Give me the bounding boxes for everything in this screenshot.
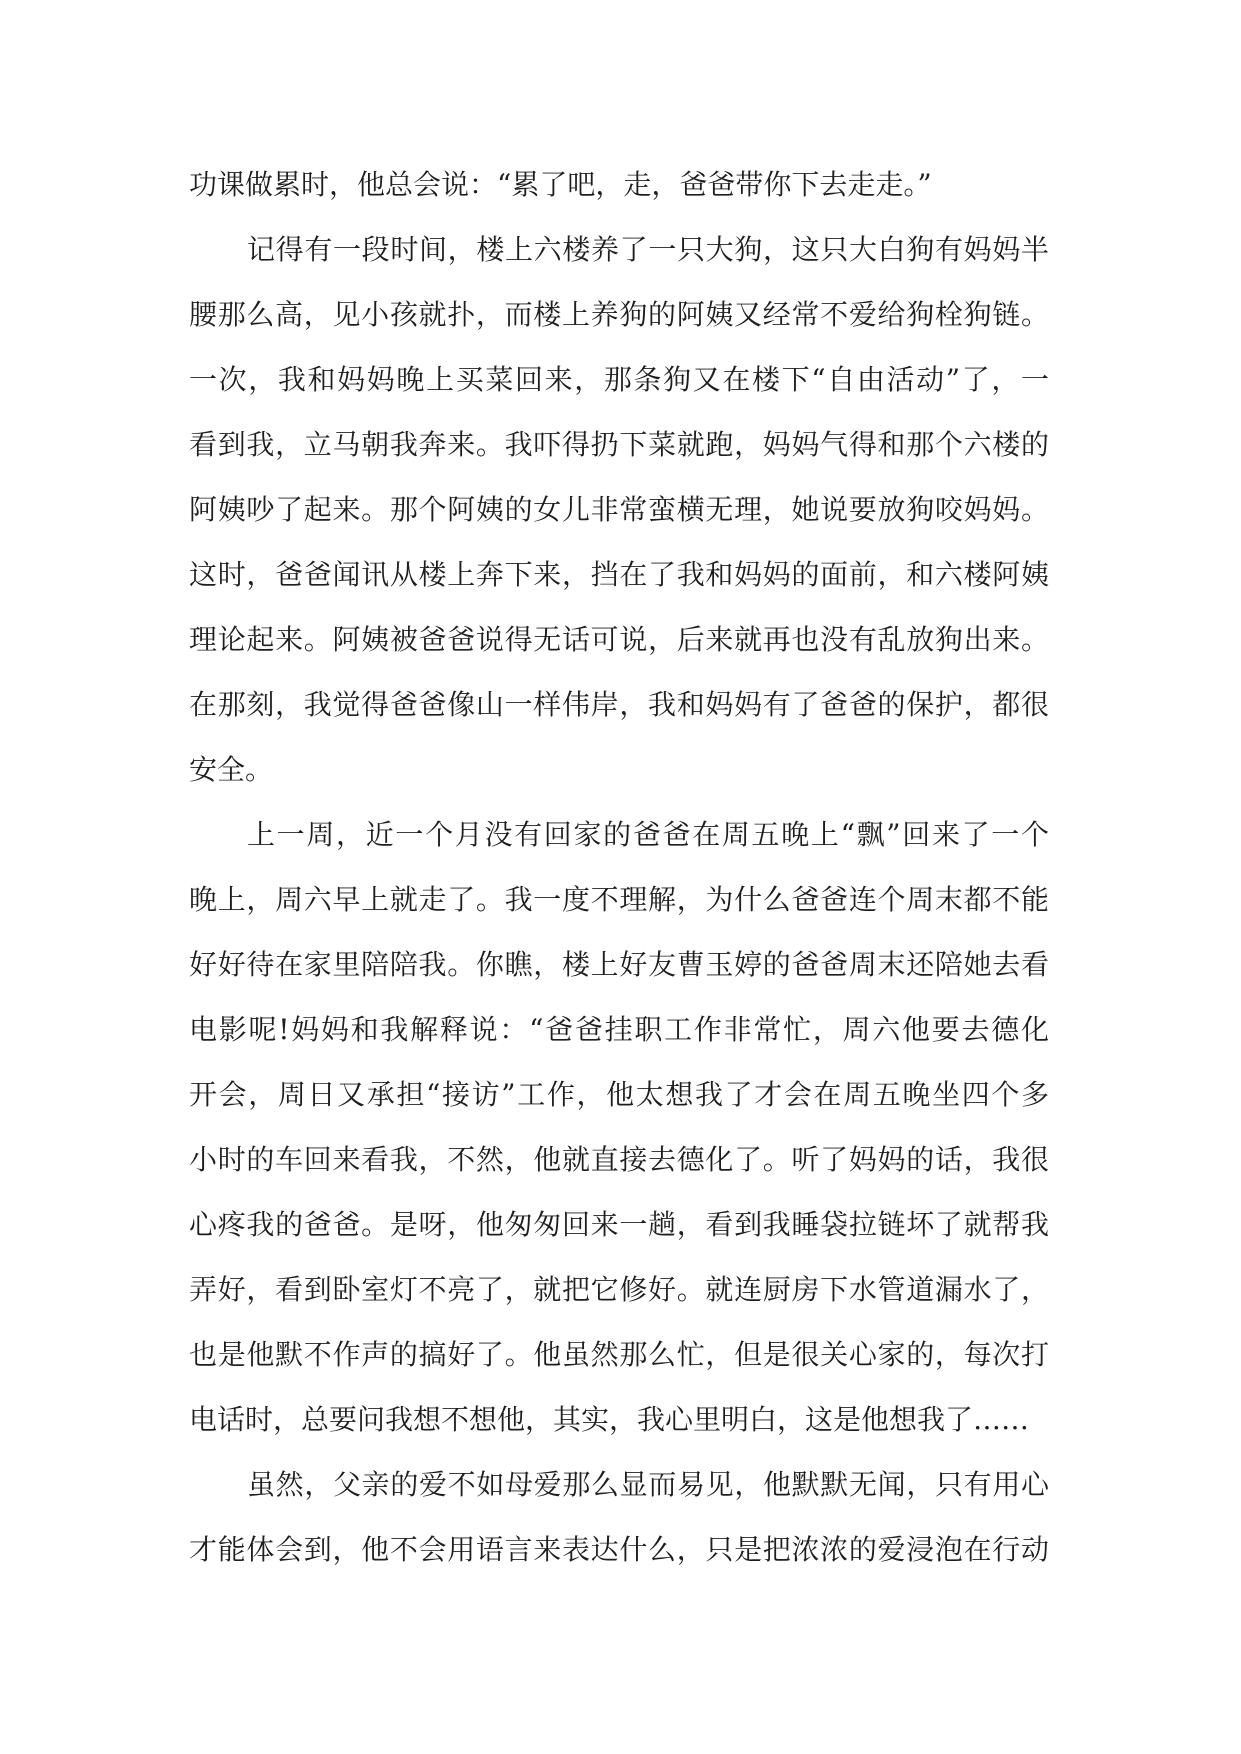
text-line: 电影呢!妈妈和我解释说：“爸爸挂职工作非常忙，周六他要去德化: [189, 1013, 1049, 1046]
text-line: 小时的车回来看我，不然，他就直接去德化了。听了妈妈的话，我很: [189, 1143, 1049, 1176]
text-line: 这时，爸爸闻讯从楼上奔下来，挡在了我和妈妈的面前，和六楼阿姨: [189, 558, 1049, 591]
text-line: 好好待在家里陪陪我。你瞧，楼上好友曹玉婷的爸爸周末还陪她去看: [189, 948, 1049, 981]
text-line: 腰那么高，见小孩就扑，而楼上养狗的阿姨又经常不爱给狗栓狗链。: [189, 298, 1049, 331]
text-line: 一次，我和妈妈晚上买菜回来，那条狗又在楼下“自由活动”了，一: [189, 363, 1049, 396]
text-line: 才能体会到，他不会用语言来表达什么，只是把浓浓的爱浸泡在行动: [189, 1533, 1049, 1566]
text-line: 记得有一段时间，楼上六楼养了一只大狗，这只大白狗有妈妈半: [247, 233, 1049, 266]
text-line: 心疼我的爸爸。是呀，他匆匆回来一趟，看到我睡袋拉链坏了就帮我: [189, 1208, 1049, 1241]
text-line: 阿姨吵了起来。那个阿姨的女儿非常蛮横无理，她说要放狗咬妈妈。: [189, 493, 1049, 526]
body-text: [189, 152, 1049, 1582]
text-line: 弄好，看到卧室灯不亮了，就把它修好。就连厨房下水管道漏水了，: [189, 1273, 1049, 1306]
text-line: 晚上，周六早上就走了。我一度不理解，为什么爸爸连个周末都不能: [189, 883, 1049, 916]
text-line: 在那刻，我觉得爸爸像山一样伟岸，我和妈妈有了爸爸的保护，都很: [189, 688, 1049, 721]
text-line: 功课做累时，他总会说：“累了吧，走，爸爸带你下去走走。”: [189, 168, 932, 201]
text-line: 安全。: [189, 753, 274, 786]
text-line: 电话时，总要问我想不想他，其实，我心里明白，这是他想我了……: [189, 1403, 1030, 1436]
text-line: 也是他默不作声的搞好了。他虽然那么忙，但是很关心家的，每次打: [189, 1338, 1049, 1371]
text-line: 上一周，近一个月没有回家的爸爸在周五晚上“飘”回来了一个: [247, 818, 1049, 851]
text-line: 开会，周日又承担“接访”工作，他太想我了才会在周五晚坐四个多: [189, 1078, 1049, 1111]
text-line: 理论起来。阿姨被爸爸说得无话可说，后来就再也没有乱放狗出来。: [189, 623, 1049, 656]
text-line: 看到我，立马朝我奔来。我吓得扔下菜就跑，妈妈气得和那个六楼的: [189, 428, 1049, 461]
text-line: 虽然，父亲的爱不如母爱那么显而易见，他默默无闻，只有用心: [247, 1468, 1049, 1501]
